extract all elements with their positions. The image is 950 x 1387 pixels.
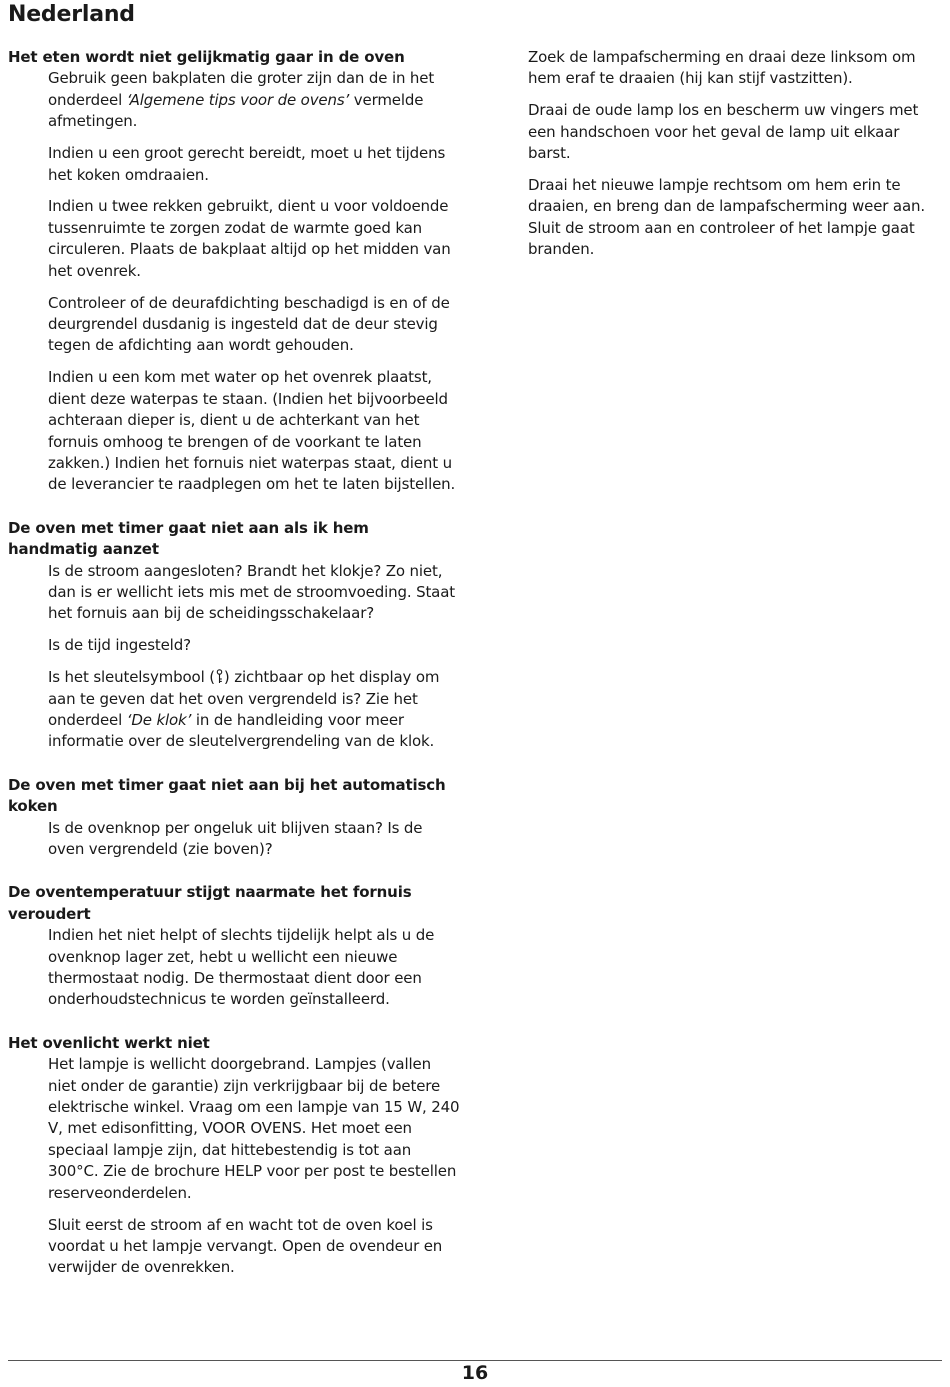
section-paragraph: Controleer of de deurafdichting beschadigd is en of de deurgrendel dusdanig is ingesteld dat de deur stevig tegen de afdichting aan wordt gehouden.	[48, 293, 450, 355]
paragraph-text: in de handleiding voor meer informatie over de sleutelvergrendeling van de klok.	[48, 710, 435, 751]
section-paragraph: Is de tijd ingesteld?	[48, 636, 191, 655]
paragraph-text: Gebruik geen bakplaten die groter zijn dan de in het onderdeel	[48, 69, 435, 109]
section-paragraph: Is de ovenknop per ongeluk uit blijven staan? Is de oven vergrendeld (zie boven)?	[48, 818, 423, 858]
right-column	[528, 47, 946, 271]
section-paragraph: Indien u een kom met water op het ovenrek plaatst, dient deze waterpas te staan. (Indien het bijvoorbeeld achteraan dieper is, dient u de achterkant van het fornuis omhoog te brengen of de voorkant te laten zakken.) Indien het fornuis niet waterpas staat, dient u de leverancier te raadplegen om het te laten bijstellen.	[48, 368, 456, 494]
section-paragraph: Het lampje is wellicht doorgebrand. Lampjes (vallen niet onder de garantie) zijn verkrijgbaar bij de betere elektrische winkel. Vraag om een lampje van 15 W, 240 V, met edisonfitting, VOOR OVENS. Het moet een speciaal lampje zijn, dat hittebestendig is tot aan 300°C. Zie de brochure HELP voor per post te bestellen reserveonderdelen.	[48, 1055, 460, 1202]
section-heading: De oven met timer gaat niet aan als ik hem handmatig aanzet	[8, 518, 369, 559]
left-column	[8, 47, 463, 1301]
section-heading: Het ovenlicht werkt niet	[8, 1033, 210, 1052]
section-paragraph: Draai het nieuwe lampje rechtsom om hem erin te draaien, en breng dan de lampafscherming weer aan. Sluit de stroom aan en controleer of het lampje gaat branden.	[528, 176, 925, 259]
section-temperature-rise	[8, 882, 463, 1010]
section-uneven-cooking	[8, 47, 463, 496]
paragraph-text: vermelde afmetingen.	[48, 90, 424, 131]
section-paragraph: Draai de oude lamp los en bescherm uw vingers met een handschoen voor het geval de lamp uit elkaar barst.	[528, 101, 919, 163]
section-auto-cook	[8, 775, 463, 861]
section-oven-light	[8, 1033, 463, 1279]
footer-divider	[8, 1360, 942, 1361]
section-heading: De oven met timer gaat niet aan bij het automatisch koken	[8, 775, 446, 816]
section-heading: De oventemperatuur stijgt naarmate het fornuis veroudert	[8, 883, 412, 923]
section-paragraph: Indien u een groot gerecht bereidt, moet u het tijdens het koken omdraaien.	[48, 144, 446, 184]
paragraph-text: ) zichtbaar op het display om aan te geven dat het oven vergrendeld is? Zie het onderdeel	[48, 668, 440, 729]
page-number: 16	[461, 1362, 489, 1384]
section-paragraph: Is de stroom aangesloten? Brandt het klokje? Zo niet, dan is er wellicht iets mis met de stroomvoeding. Staat het fornuis aan bij de scheidingsschakelaar?	[48, 561, 455, 623]
section-paragraph: Indien het niet helpt of slechts tijdelijk helpt als u de ovenknop lager zet, hebt u wellicht een nieuwe thermostaat nodig. De thermostaat dient door een onderhoudstechnicus te worden geïnstalleerd.	[48, 926, 435, 1009]
section-manual-start	[8, 518, 463, 753]
section-paragraph: Indien u twee rekken gebruikt, dient u voor voldoende tussenruimte te zorgen zodat de warmte goed kan circuleren. Plaats de bakplaat altijd op het midden van het ovenrek.	[48, 197, 451, 280]
reference-text: ‘De klok’	[126, 710, 192, 729]
section-paragraph: Sluit eerst de stroom af en wacht tot de oven koel is voordat u het lampje vervangt. Open de ovendeur en verwijder de ovenrekken.	[48, 1215, 443, 1277]
section-paragraph	[48, 667, 463, 753]
section-paragraph: Zoek de lampafscherming en draai deze linksom om hem eraf te draaien (hij kan stijf vastzitten).	[528, 48, 916, 88]
section-heading: Het eten wordt niet gelijkmatig gaar in de oven	[8, 48, 405, 66]
key-icon	[215, 669, 224, 684]
section-paragraph	[48, 68, 463, 132]
reference-text: ‘Algemene tips voor de ovens’	[126, 90, 350, 109]
page-title: Nederland	[8, 2, 135, 27]
paragraph-text: Is het sleutelsymbool (	[48, 668, 215, 687]
